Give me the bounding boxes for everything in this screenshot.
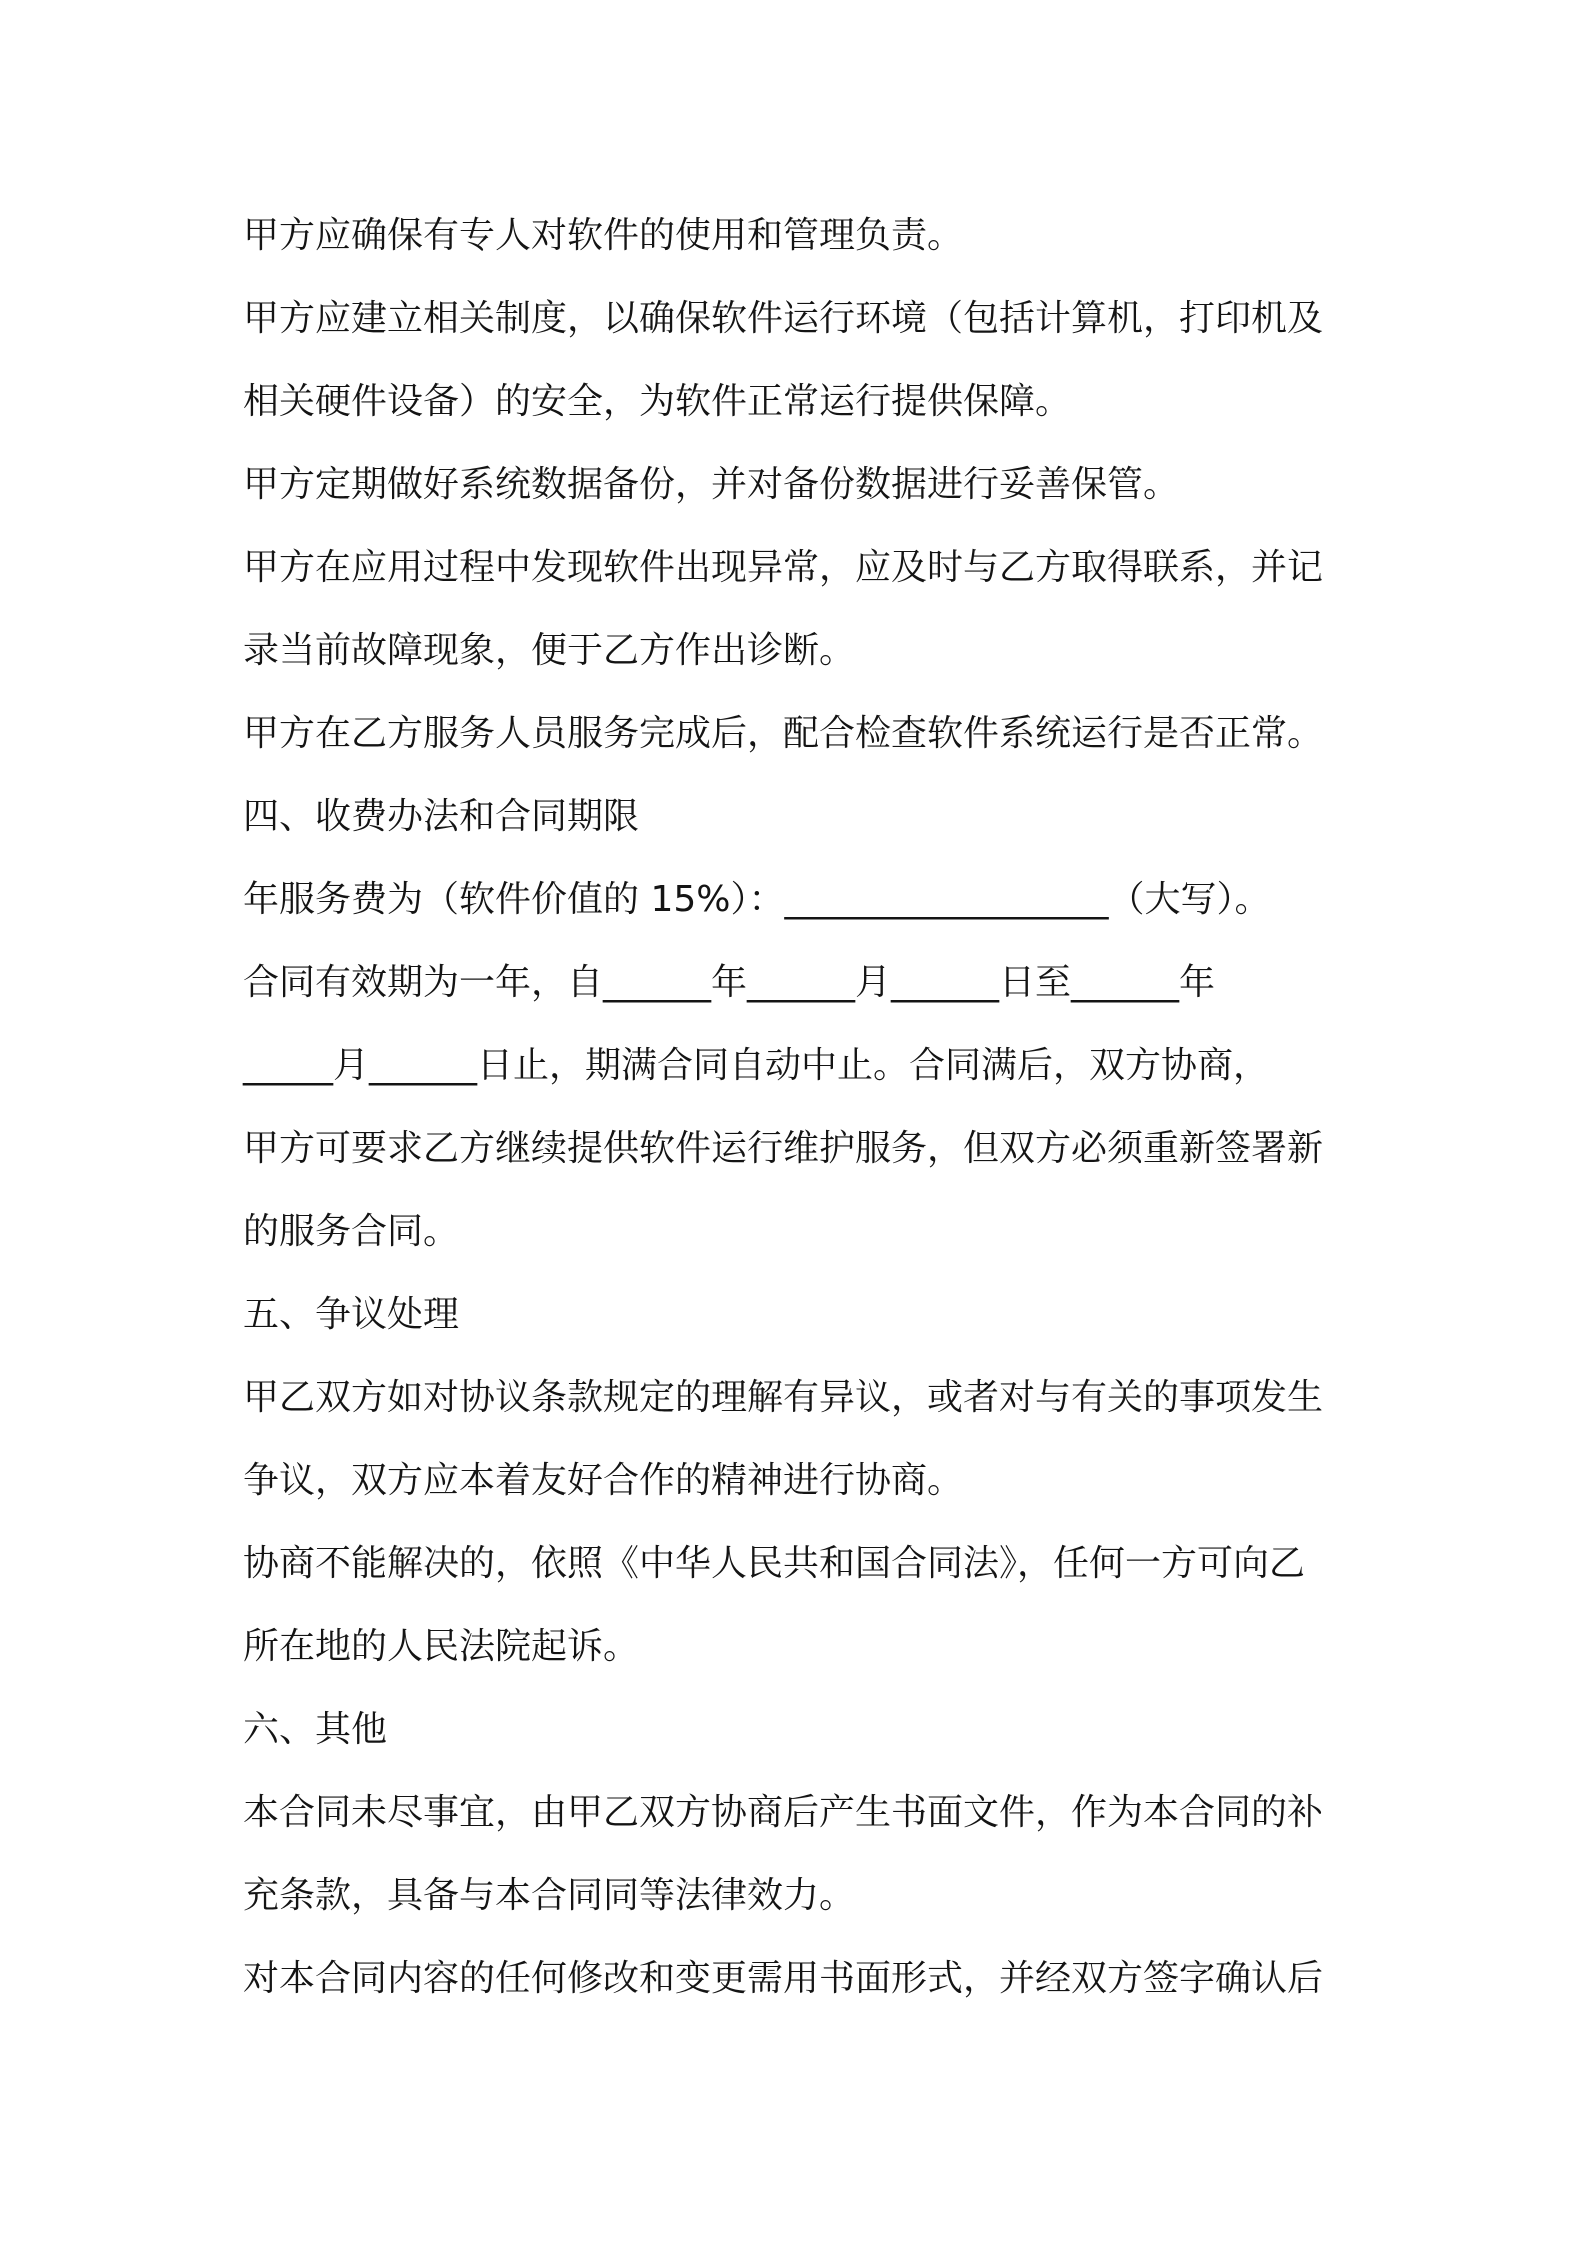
paragraph-line: 所在地的人民法院起诉。 (243, 1626, 640, 1667)
paragraph-line: 相关硬件设备）的安全，为软件正常运行提供保障。 (243, 381, 1072, 422)
paragraph-line: 甲方在乙方服务人员服务完成后，配合检查软件系统运行是否正常。 (243, 713, 1324, 754)
paragraph-line: 甲方应建立相关制度，以确保软件运行环境（包括计算机，打印机及 (243, 298, 1324, 339)
paragraph-line: 甲方应确保有专人对软件的使用和管理负责。 (243, 215, 964, 256)
paragraph-line: 本合同未尽事宜，由甲乙双方协商后产生书面文件，作为本合同的补 (243, 1792, 1324, 1833)
section-heading-dispute: 五、争议处理 (243, 1294, 460, 1335)
paragraph-line: 协商不能解决的，依照《中华人民共和国合同法》，任何一方可向乙 (243, 1543, 1306, 1584)
section-heading-other: 六、其他 (243, 1709, 388, 1750)
fee-line: 年服务费为（软件价值的 15%）：__________________（大写）。 (243, 879, 1271, 920)
term-line: 合同有效期为一年，自______年______月______日至______年 (243, 962, 1216, 1003)
document-page (243, 194, 1368, 2020)
paragraph-line: 甲乙双方如对协议条款规定的理解有异议，或者对与有关的事项发生 (243, 1377, 1324, 1418)
paragraph-line: 争议，双方应本着友好合作的精神进行协商。 (243, 1460, 964, 1501)
paragraph-line: 录当前故障现象，便于乙方作出诊断。 (243, 630, 856, 671)
paragraph-line: 甲方在应用过程中发现软件出现异常，应及时与乙方取得联系，并记 (243, 547, 1324, 588)
paragraph-line: 对本合同内容的任何修改和变更需用书面形式，并经双方签字确认后 (243, 1958, 1324, 1999)
paragraph-line: 甲方可要求乙方继续提供软件运行维护服务，但双方必须重新签署新 (243, 1128, 1324, 1169)
paragraph-line: 的服务合同。 (243, 1211, 460, 1252)
paragraph-line: _____月______日止，期满合同自动中止。合同满后，双方协商， (243, 1045, 1270, 1086)
paragraph-line: 甲方定期做好系统数据备份，并对备份数据进行妥善保管。 (243, 464, 1180, 505)
section-heading-fees: 四、收费办法和合同期限 (243, 796, 640, 837)
paragraph-line: 充条款，具备与本合同同等法律效力。 (243, 1875, 856, 1916)
